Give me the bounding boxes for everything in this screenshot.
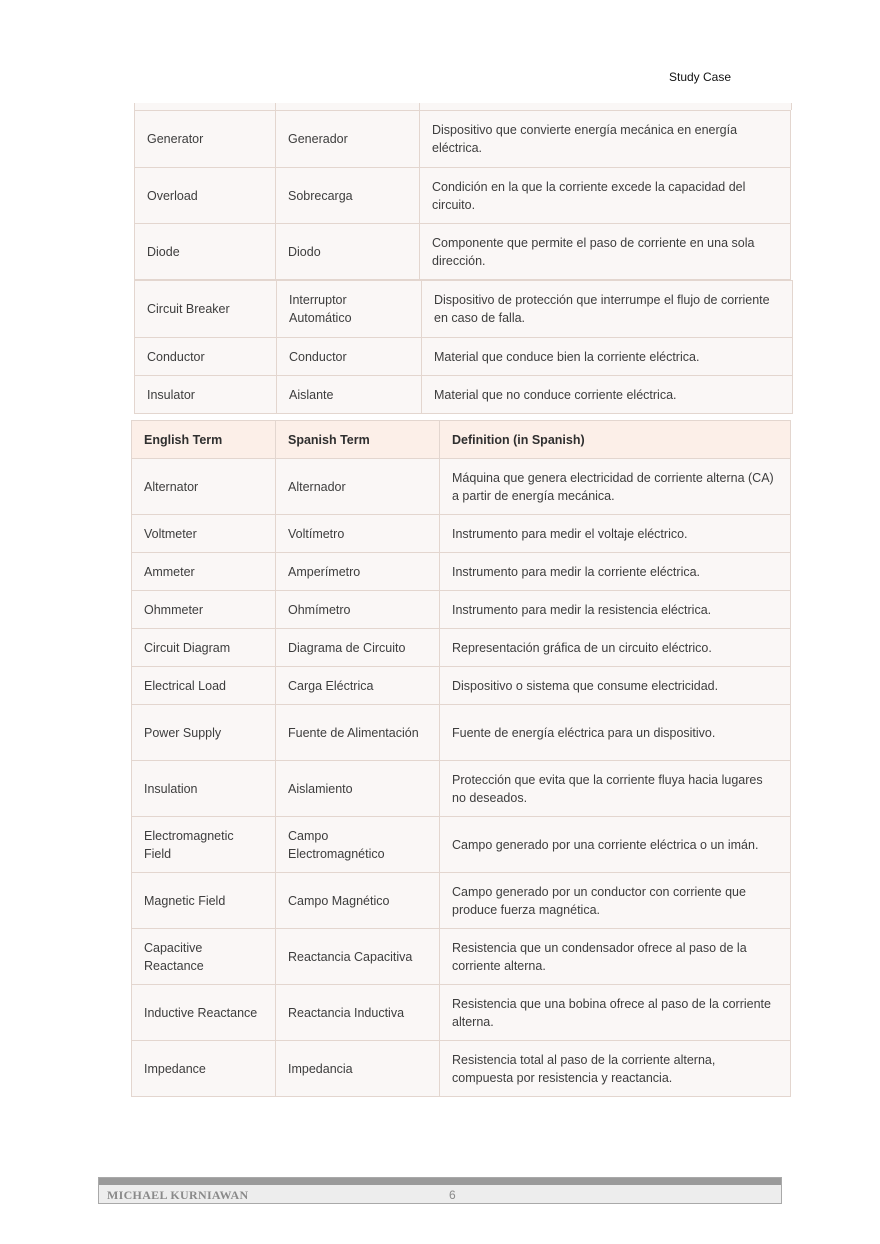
- english-term-cell: Voltmeter: [132, 515, 276, 553]
- column-header-spanish: Spanish Term: [276, 421, 440, 459]
- spanish-term-cell: Generador: [276, 111, 420, 168]
- definition-cell: Resistencia que una bobina ofrece al paso de la corriente alterna.: [440, 985, 791, 1041]
- spanish-term-cell: Reactancia Inductiva: [276, 985, 440, 1041]
- column-header-english: English Term: [132, 421, 276, 459]
- spanish-term-cell: Sobrecarga: [276, 168, 420, 224]
- table-row: [132, 873, 791, 929]
- english-term-cell: Ohmmeter: [132, 591, 276, 629]
- english-term-cell: Circuit Breaker: [135, 281, 277, 338]
- spanish-term-cell: Aislante: [277, 376, 422, 414]
- spanish-term-cell: Campo Electromagnético: [276, 817, 440, 873]
- column-header-definition: Definition (in Spanish): [440, 421, 791, 459]
- spanish-term-cell: Interruptor Automático: [277, 281, 422, 338]
- cropped-row-stub: [134, 103, 792, 110]
- english-term-cell: Capacitive Reactance: [132, 929, 276, 985]
- spanish-term-cell: Ohmímetro: [276, 591, 440, 629]
- definition-cell: Representación gráfica de un circuito eléctrico.: [440, 629, 791, 667]
- definition-cell: Campo generado por un conductor con corriente que produce fuerza magnética.: [440, 873, 791, 929]
- spanish-term-cell: Voltímetro: [276, 515, 440, 553]
- glossary-table-middle: [134, 280, 793, 414]
- table-row: [135, 168, 791, 224]
- english-term-cell: Impedance: [132, 1041, 276, 1097]
- definition-cell: Componente que permite el paso de corriente en una sola dirección.: [420, 224, 791, 280]
- english-term-cell: Ammeter: [132, 553, 276, 591]
- table-row: [132, 761, 791, 817]
- spanish-term-cell: Reactancia Capacitiva: [276, 929, 440, 985]
- spanish-term-cell: Campo Magnético: [276, 873, 440, 929]
- table-row: [135, 224, 791, 280]
- english-term-cell: Inductive Reactance: [132, 985, 276, 1041]
- page-number: 6: [449, 1188, 456, 1202]
- english-term-cell: Magnetic Field: [132, 873, 276, 929]
- english-term-cell: Generator: [135, 111, 276, 168]
- spanish-term-cell: Amperímetro: [276, 553, 440, 591]
- table-row: [132, 459, 791, 515]
- spanish-term-cell: Carga Eléctrica: [276, 667, 440, 705]
- definition-cell: Material que conduce bien la corriente eléctrica.: [422, 338, 793, 376]
- definition-cell: Protección que evita que la corriente fluya hacia lugares no deseados.: [440, 761, 791, 817]
- spanish-term-cell: Fuente de Alimentación: [276, 705, 440, 761]
- table-row: [135, 111, 791, 168]
- table-row: [135, 281, 793, 338]
- table-row: [132, 591, 791, 629]
- english-term-cell: Diode: [135, 224, 276, 280]
- definition-cell: Fuente de energía eléctrica para un dispositivo.: [440, 705, 791, 761]
- cropped-row-divider: [419, 103, 420, 110]
- definition-cell: Condición en la que la corriente excede la capacidad del circuito.: [420, 168, 791, 224]
- english-term-cell: Overload: [135, 168, 276, 224]
- spanish-term-cell: Aislamiento: [276, 761, 440, 817]
- footer-strip: [99, 1178, 781, 1185]
- spanish-term-cell: Conductor: [277, 338, 422, 376]
- definition-cell: Material que no conduce corriente eléctrica.: [422, 376, 793, 414]
- definition-cell: Máquina que genera electricidad de corriente alterna (CA) a partir de energía mecánica.: [440, 459, 791, 515]
- table-row: [132, 515, 791, 553]
- footer-bar: [98, 1177, 782, 1204]
- definition-cell: Resistencia total al paso de la corriente alterna, compuesta por resistencia y reactancia.: [440, 1041, 791, 1097]
- table-row: [132, 1041, 791, 1097]
- table-row: [132, 553, 791, 591]
- spanish-term-cell: Impedancia: [276, 1041, 440, 1097]
- english-term-cell: Electromagnetic Field: [132, 817, 276, 873]
- english-term-cell: Electrical Load: [132, 667, 276, 705]
- english-term-cell: Insulation: [132, 761, 276, 817]
- definition-cell: Dispositivo que convierte energía mecánica en energía eléctrica.: [420, 111, 791, 168]
- footer-author: MICHAEL KURNIAWAN: [107, 1188, 249, 1202]
- definition-cell: Dispositivo o sistema que consume electricidad.: [440, 667, 791, 705]
- header-title: Study Case: [669, 70, 732, 84]
- definition-cell: Instrumento para medir el voltaje eléctrico.: [440, 515, 791, 553]
- english-term-cell: Power Supply: [132, 705, 276, 761]
- cropped-row-divider: [275, 103, 276, 110]
- definition-cell: Campo generado por una corriente eléctrica o un imán.: [440, 817, 791, 873]
- table-row: [132, 817, 791, 873]
- english-term-cell: Conductor: [135, 338, 277, 376]
- spanish-term-cell: Diodo: [276, 224, 420, 280]
- definition-cell: Resistencia que un condensador ofrece al paso de la corriente alterna.: [440, 929, 791, 985]
- table-row: [135, 376, 793, 414]
- table-row: [132, 929, 791, 985]
- spanish-term-cell: Diagrama de Circuito: [276, 629, 440, 667]
- table-row: [132, 629, 791, 667]
- definition-cell: Instrumento para medir la resistencia eléctrica.: [440, 591, 791, 629]
- glossary-table-bottom: [131, 420, 791, 1097]
- spanish-term-cell: Alternador: [276, 459, 440, 515]
- glossary-table-top: [134, 110, 791, 280]
- english-term-cell: Circuit Diagram: [132, 629, 276, 667]
- table-row: [132, 985, 791, 1041]
- definition-cell: Instrumento para medir la corriente eléctrica.: [440, 553, 791, 591]
- table-row: [132, 667, 791, 705]
- table-header-row: [132, 421, 791, 459]
- english-term-cell: Alternator: [132, 459, 276, 515]
- table-row: [132, 705, 791, 761]
- table-row: [135, 338, 793, 376]
- definition-cell: Dispositivo de protección que interrumpe el flujo de corriente en caso de falla.: [422, 281, 793, 338]
- english-term-cell: Insulator: [135, 376, 277, 414]
